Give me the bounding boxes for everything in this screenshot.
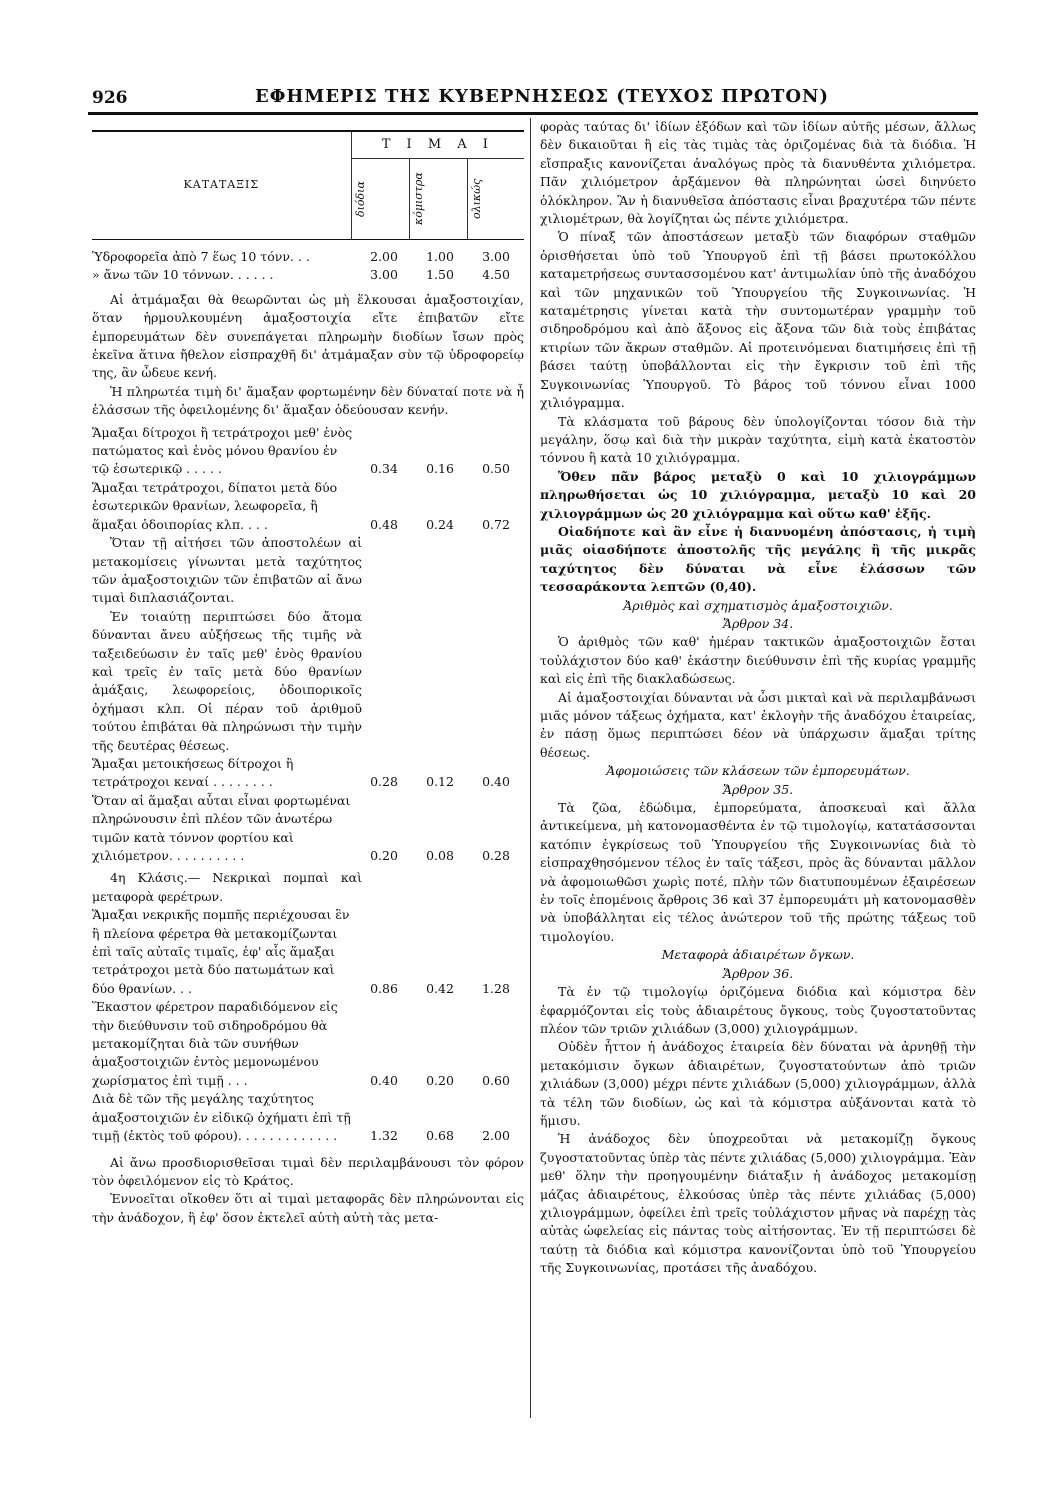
price-total: 0.28 [482,848,510,863]
price-total: 1.28 [482,980,510,996]
row-label: Ἅμαξαι τετράτροχοι, δίπατοι μετὰ δύο ἐσωτερικῶν θρανίων, λεωφορεῖα, ἢ ἅμαξαι ὁδοιπορίας κλπ. . . . [92,479,338,532]
price-total: 0.60 [482,1072,510,1088]
paragraph: Αἱ ἁμαξοστοιχίαι δύνανται νὰ ὦσι μικταὶ καὶ νὰ περιλαμβάνωσι μιᾶς μόνον τάξεως ὀχήματα, κατ' ἐκλογὴν τῆς ἀναδόχου ἑταιρείας, ἐν πάσῃ ὅμως περιπτώσει δέον νὰ ὑπάρχωσιν ἅμαξαι τρίτης θέσεως. [540,689,976,760]
row-label: Ὑδροφορεῖα ἀπὸ 7 ἕως 10 τόνν. . . [92,249,310,264]
price-table-header [92,130,524,240]
paragraph: Τὰ ἐν τῷ τιμολογίῳ ὁριζόμενα διόδια καὶ κόμιστρα δὲν ἐφαρμόζονται εἰς τοὺς ἀδιαιρέτους ὄγκους, τοὺς ζυγοστατοῦντας πλέον τῶν τριῶν χιλιάδων (3,000) χιλιογράμμων. [540,984,976,1036]
price-row [92,479,524,534]
paragraph: Ἐν τοιαύτῃ περιπτώσει δύο ἄτομα δύνανται ἄνευ αὐξήσεως τῆς τιμῆς νὰ ταξειδεύωσιν ἐν ταῖς μεθ' ἑνὸς θρανίου καὶ τρεῖς ἐν ταῖς μετὰ δύο θρανίων ἁμάξαις, λεωφορείοις, ὁδοιπορικοῖς ὀχήμασι κλπ. Οἱ πέραν τοῦ ἀριθμοῦ τούτου ἐπιβάται θὰ πληρώνωσι τὴν τιμὴν τῆς δευτέρας θέσεως. [92,608,362,753]
section-heading: Ἀφομοιώσεις τῶν κλάσεων τῶν ἐμπορευμάτων. [606,763,910,779]
price-tolls: 2.00 [370,249,398,264]
paragraph: Αἱ ἄνω προσδιορισθεῖσαι τιμαὶ δὲν περιλαμβάνουσι τὸν φόρον τὸν ὀφειλόμενον εἰς τὸ Κράτος. [92,1154,524,1188]
price-row [92,906,524,998]
price-row [92,998,524,1090]
price-row [92,792,524,866]
tolls-header: διόδια [353,181,367,217]
row-label: Ἕκαστον φέρετρον παραδιδόμενον εἰς τὴν διεύθυνσιν τοῦ σιδηροδρόμου θὰ μετακομίζηται διὰ τῶν συνήθων ἁμαξοστοιχιῶν ἐντὸς μεμονωμένου χωρίσματος ἐπὶ τιμῇ . . . [92,999,338,1088]
price-freight: 1.50 [426,267,454,283]
price-freight: 0.24 [426,516,454,532]
price-row [92,424,524,479]
price-row [92,755,524,792]
price-tolls: 0.40 [370,1072,398,1088]
running-header: ΕΦΗΜΕΡΙΣ ΤΗΣ ΚΥΒΕΡΝΗΣΕΩΣ (ΤΕΥΧΟΣ ΠΡΩΤΟΝ) [255,86,829,107]
row-label: Διὰ δὲ τῶν τῆς μεγάλης ταχύτητος ἁμαξοστοιχιῶν ἐν εἰδικῷ ὀχήματι ἐπὶ τῇ τιμῇ (ἐκτὸς τοῦ φόρου). . . . . . . . . . . . . [92,1091,351,1144]
paragraph: Τὰ κλάσματα τοῦ βάρους δὲν ὑπολογίζονται τόσον διὰ τὴν μεγάλην, ὅσῳ καὶ διὰ τὴν μικρὰν ταχύτητα, εἰμὴ κατὰ ἑκατοστὸν τόννου ἢ κατὰ 10 χιλιόγραμμα. [540,413,976,466]
price-row [92,248,524,266]
price-row [92,1090,524,1145]
price-freight: 0.20 [426,1072,454,1088]
price-freight: 0.16 [426,461,454,477]
freight-header: κόμιστρα [411,172,425,226]
row-label: Ἅμαξαι νεκρικῆς πομπῆς περιέχουσαι ἓν ἢ πλείονα φέρετρα θὰ μετακομίζωνται ἐπὶ ταῖς αὐταῖς τιμαῖς, ἐφ' αἷς ἅμαξαι τετράτροχοι μετὰ δύο πατωμάτων καὶ δύο θρανίων. . . [92,907,350,996]
paragraph: φορὰς ταύτας δι' ἰδίων ἐξόδων καὶ τῶν ἰδίων αὐτῆς μέσων, ἄλλως δὲν δικαιοῦται ἢ εἰς τὰς τιμὰς τὰς ὁριζομένας διὰ τὰ διόδια. Ἡ εἴσπραξις κανονίζεται ἀναλόγως πρὸς τὰ διανυθέντα χιλιόμετρα. Πᾶν χιλιόμετρον ἀρξάμενον θὰ πληρώνηται ὡσεὶ διηνύετο ὁλόκληρον. Ἂν ἡ διανυθεῖσα ἀπόστασις εἶναι βραχυτέρα τῶν πέντε χιλιομέτρων, θὰ λογίζηται ὡς πέντε χιλιόμετρα. [540,119,976,227]
left-column [92,118,524,1227]
price-tolls: 0.34 [370,461,398,477]
price-total: 0.50 [482,461,510,477]
price-tolls: 0.48 [370,516,398,532]
price-tolls: 0.20 [370,848,398,863]
section-heading: 4η Κλάσις.— Νεκρικαὶ πομπαὶ καὶ μεταφορὰ φερέτρων. [92,870,362,904]
article-heading: Ἄρθρον 35. [722,781,794,797]
paragraph: Ἡ πληρωτέα τιμὴ δι' ἅμαξαν φορτωμένην δὲν δύναταί ποτε νὰ ἦ ἐλάσσων τῆς ὀφειλομένης δι' ἅμαξαν ὁδεύουσαν κενήν. [92,383,524,418]
paragraph: Ὁ ἀριθμὸς τῶν καθ' ἡμέραν τακτικῶν ἁμαξοστοιχιῶν ἔσται τοὐλάχιστον δύο καθ' ἑκάστην διεύθυνσιν ἐπὶ τῆς κυρίας γραμμῆς καὶ εἰς ἐπὶ τῆς διακλαδώσεως. [540,634,976,687]
price-freight: 0.12 [426,774,454,790]
row-label: Ὅταν αἱ ἅμαξαι αὗται εἶναι φορτωμέναι πληρώνουσιν ἐπὶ πλέον τῶν ἀνωτέρω τιμῶν κατὰ τόννον φορτίου καὶ χιλιόμετρον. . . . . . . . . . [92,792,351,863]
article-heading: Ἄρθρον 36. [722,965,794,981]
paragraph: Ἐννοεῖται οἴκοθεν ὅτι αἱ τιμαὶ μεταφορᾶς δὲν πληρώνονται εἰς τὴν ἀνάδοχον, ἢ ἐφ' ὅσον ἐκτελεῖ αὐτὴ αὐτὴ τὰς μετα- [92,1191,524,1225]
row-label: Ἅμαξαι δίτροχοι ἢ τετράτροχοι μεθ' ἑνὸς πατώματος καὶ ἑνὸς μόνου θρανίου ἐν τῷ ἐσωτερικῷ . . . . . [92,424,353,477]
price-total: 0.72 [482,516,510,532]
row-label: » ἄνω τῶν 10 τόννων. . . . . . [92,267,274,283]
price-tolls: 3.00 [370,267,398,283]
price-tolls: 1.32 [370,1128,398,1144]
price-tolls: 0.28 [370,774,398,790]
price-freight: 0.08 [426,848,454,863]
paragraph: Οἱαδήποτε καὶ ἂν εἶνε ἡ διανυομένη ἀπόστασις, ἡ τιμὴ μιᾶς οἱασδήποτε ἀποστολῆς τῆς μεγάλης ἢ τῆς μικρᾶς ταχύτητος δὲν δύναται νὰ εἶνε ἐλάσσων τῶν τεσσαράκοντα λεπτῶν (0,40). [540,523,976,595]
column-rule [530,118,531,1418]
price-freight: 1.00 [426,249,454,264]
classification-header: ΚΑΤΑΤΑΞΙΣ [183,178,260,192]
price-freight: 0.68 [426,1128,454,1144]
paragraph: Ὅταν τῇ αἰτήσει τῶν ἀποστολέων αἱ μετακομίσεις γίνωνται μετὰ ταχύτητος τῶν ἁμαξοστοιχιῶν τῶν ἐπιβατῶν αἱ ἄνω τιμαὶ διπλασιάζονται. [92,535,362,606]
paragraph: Ἡ ἀνάδοχος δὲν ὑποχρεοῦται νὰ μετακομίζῃ ὄγκους ζυγοστατοῦντας ὑπὲρ τὰς πέντε χιλιάδας (5,000) χιλιογράμμα. Ἐὰν μεθ' ὅλην τὴν προηγουμένην διάταξιν ἡ ἀνάδοχος μετακομίσῃ μάζας ἀδιαιρέτους, ἑλκούσας ὑπὲρ τὰς πέντε χιλιάδας (5,000) χιλιογράμμων, ὀφείλει ἐπὶ τρεῖς τοὐλάχιστον μῆνας νὰ παρέχῃ τὰς αὐτὰς ὠφελείας εἰς πάντας τοὺς αἰτήσοντας. Ἐν τῇ περιπτώσει δὲ ταύτῃ τὰ διόδια καὶ κόμιστρα κανονίζονται ὑπὸ τοῦ Ὑπουργείου τῆς Συγκοινωνίας, προτάσει τῆς ἀναδόχου. [540,1131,976,1276]
paragraph: Αἱ ἀτμάμαξαι θὰ θεωρῶνται ὡς μὴ ἕλκουσαι ἁμαξοστοιχίαν, ὅταν ἡρμουλκουμένη ἁμαξοστοιχία εἴτε ἐπιβατῶν εἴτε ἐμπορευμάτων δὲν συνεπάγεται πληρωμὴν διοδίων ἴσων πρὸς ἐκεῖνα ἅτινα ἤθελον εἰσπραχθῆ δι' ἀτμάμαξαν σὺν τῷ ὑδροφορείῳ της, ἂν ὦδευε κενή. [92,291,524,381]
prices-header: Τ Ι Μ Α Ι [351,131,524,159]
article-heading: Ἄρθρον 34. [722,615,794,631]
page-number: 926 [92,88,128,108]
price-row [92,266,524,284]
row-label: Ἅμαξαι μετοικήσεως δίτροχοι ἢ τετράτροχοι κεναί . . . . . . . . [92,755,294,790]
section-heading: Ἀριθμὸς καὶ σχηματισμὸς ἁμαξοστοιχιῶν. [623,597,893,613]
paragraph: Ὁ πίναξ τῶν ἀποστάσεων μεταξὺ τῶν διαφόρων σταθμῶν ὁρισθήσεται ὑπὸ τοῦ Ὑπουργοῦ ἐπὶ τῇ βάσει πρωτοκόλλου καταμετρήσεως συντασσομένου κατ' ἀντιμωλίαν ὑπὸ τῆς ἀναδόχου καὶ τῶν μηχανικῶν τοῦ Ὑπουργείου τῆς Συγκοινωνίας. Ἡ καταμέτρησις γίνεται κατὰ τὴν συντομωτέραν γραμμὴν τοῦ σιδηροδρόμου καὶ ἀπὸ ἄξονος εἰς ἄξονα τῶν διὰ τοὺς ἐπιβάτας κτιρίων τῶν ἄκρων σταθμῶν. Αἱ προτεινόμεναι διατιμήσεις ἐπὶ τῇ βάσει ταύτῃ ὑποβάλλονται εἰς τὴν ἔγκρισιν τοῦ ἐπὶ τῆς Συγκοινωνίας Ὑπουργοῦ. Τὸ βάρος τοῦ τόννου εἶναι 1000 χιλιόγραμμα. [540,229,976,411]
total-header: ολικώς [469,178,483,220]
price-tolls: 0.86 [370,980,398,996]
paragraph: Τὰ ζῶα, ἐδώδιμα, ἐμπορεύματα, ἀποσκευαὶ καὶ ἄλλα ἀντικείμενα, μὴ κατονομασθέντα ἐν τῷ τιμολογίῳ, κατατάσσονται κατόπιν ἐγκρίσεως τοῦ Ὑπουργείου τῆς Συγκοινωνίας διὰ τὸ εἰσπραχθησόμενον τέλος ἐν ταῖς τάξεσι, πρὸς ἃς δύνανται μᾶλλον νὰ ἀφομοιωθῶσι χωρὶς ποτέ, πλὴν τῶν διατυπουμένων ἐξαιρέσεων ἐν τοῖς ἑπομένοις ἄρθροις 36 καὶ 37 ἐμπορευμάτι μὴ κατονομασθὲν νὰ ὑποβάλληται εἰς τέλος ἀνώτερον τοῦ τῆς πρώτης τάξεως τοῦ τιμολογίου. [540,800,976,944]
header-rule [88,112,978,115]
price-total: 0.40 [482,774,510,790]
price-total: 4.50 [482,267,510,283]
paragraph: Οὐδὲν ἧττον ἡ ἀνάδοχος ἑταιρεία δὲν δύναται νὰ ἀρνηθῇ τὴν μετακόμισιν ὄγκων ἀδιαιρέτων, ζυγοστατούντων ἀπὸ τριῶν χιλιάδων (3,000) μέχρι πέντε χιλιάδων (5,000) χιλιογράμμων, ἀλλὰ τὰ τέλη τῶν διοδίων, ὡς καὶ τὰ κόμιστρα αὐξάνονται κατὰ τὸ ἥμισυ. [540,1039,976,1128]
section-heading: Μεταφορὰ ἀδιαιρέτων ὄγκων. [661,947,855,963]
price-total: 2.00 [482,1128,510,1144]
price-total: 3.00 [482,249,510,264]
paragraph: Ὅθεν πᾶν βάρος μεταξὺ 0 καὶ 10 χιλιογράμμων πληρωθήσεται ὡς 10 χιλιόγραμμα, μεταξὺ 10 καὶ 20 χιλιογράμμων ὡς 20 χιλιόγραμμα καὶ οὕτω καθ' ἑξῆς. [540,468,976,521]
right-column [540,118,976,1278]
price-freight: 0.42 [426,980,454,996]
